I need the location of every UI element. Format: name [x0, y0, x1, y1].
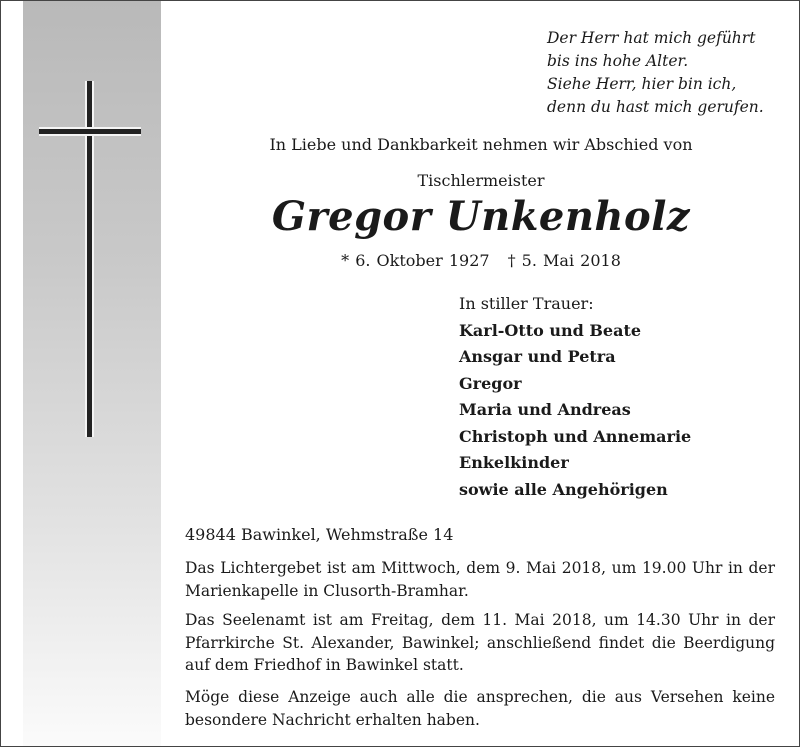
mourners-lead: In stiller Trauer: [459, 294, 594, 313]
funeral-info: Das Seelenamt ist am Freitag, dem 11. Mai 2018, um 14.30 Uhr in der Pfarrkirche St. Alexander, Bawinkel; anschließend findet die Beerdigung auf dem Friedhof in Bawinkel statt. [185, 611, 775, 674]
birth-date: * 6. Oktober 1927 [341, 251, 490, 270]
verse-line: bis ins hohe Alter. [547, 52, 689, 70]
intro-text: In Liebe und Dankbarkeit nehmen wir Abschied von [269, 135, 693, 154]
bible-verse [547, 27, 787, 119]
mourner-name: Ansgar und Petra [459, 347, 616, 366]
cross-icon [87, 81, 92, 437]
mourner-name: Enkelkinder [459, 453, 569, 472]
mourners-list [459, 291, 789, 503]
cross-icon-crossbar [39, 129, 141, 134]
life-dates [161, 251, 800, 270]
verse-line: Der Herr hat mich geführt [547, 29, 756, 47]
address: 49844 Bawinkel, Wehmstraße 14 [185, 525, 454, 544]
mourner-name: Gregor [459, 373, 522, 393]
mourner-name: sowie alle Angehörigen [459, 479, 668, 499]
occupation-title: Tischlermeister [417, 171, 545, 190]
verse-line: Siehe Herr, hier bin ich, [547, 75, 737, 93]
deceased-name: Gregor Unkenholz [271, 193, 691, 240]
gradient-stripe [23, 1, 161, 746]
mourner-name: Karl-Otto und Beate [459, 320, 642, 340]
mourner-name: Maria und Andreas [459, 400, 631, 419]
verse-line: denn du hast mich gerufen. [547, 98, 764, 116]
closing-note: Möge diese Anzeige auch alle die ansprechen, die aus Versehen keine besondere Nachricht erhalten haben. [185, 688, 775, 729]
mourner-name: Christoph und Annemarie [459, 426, 692, 446]
death-date: † 5. Mai 2018 [507, 251, 621, 270]
prayer-info: Das Lichtergebet ist am Mittwoch, dem 9. Mai 2018, um 19.00 Uhr in der Marienkapelle in Clusorth-Bramhar. [185, 559, 775, 600]
